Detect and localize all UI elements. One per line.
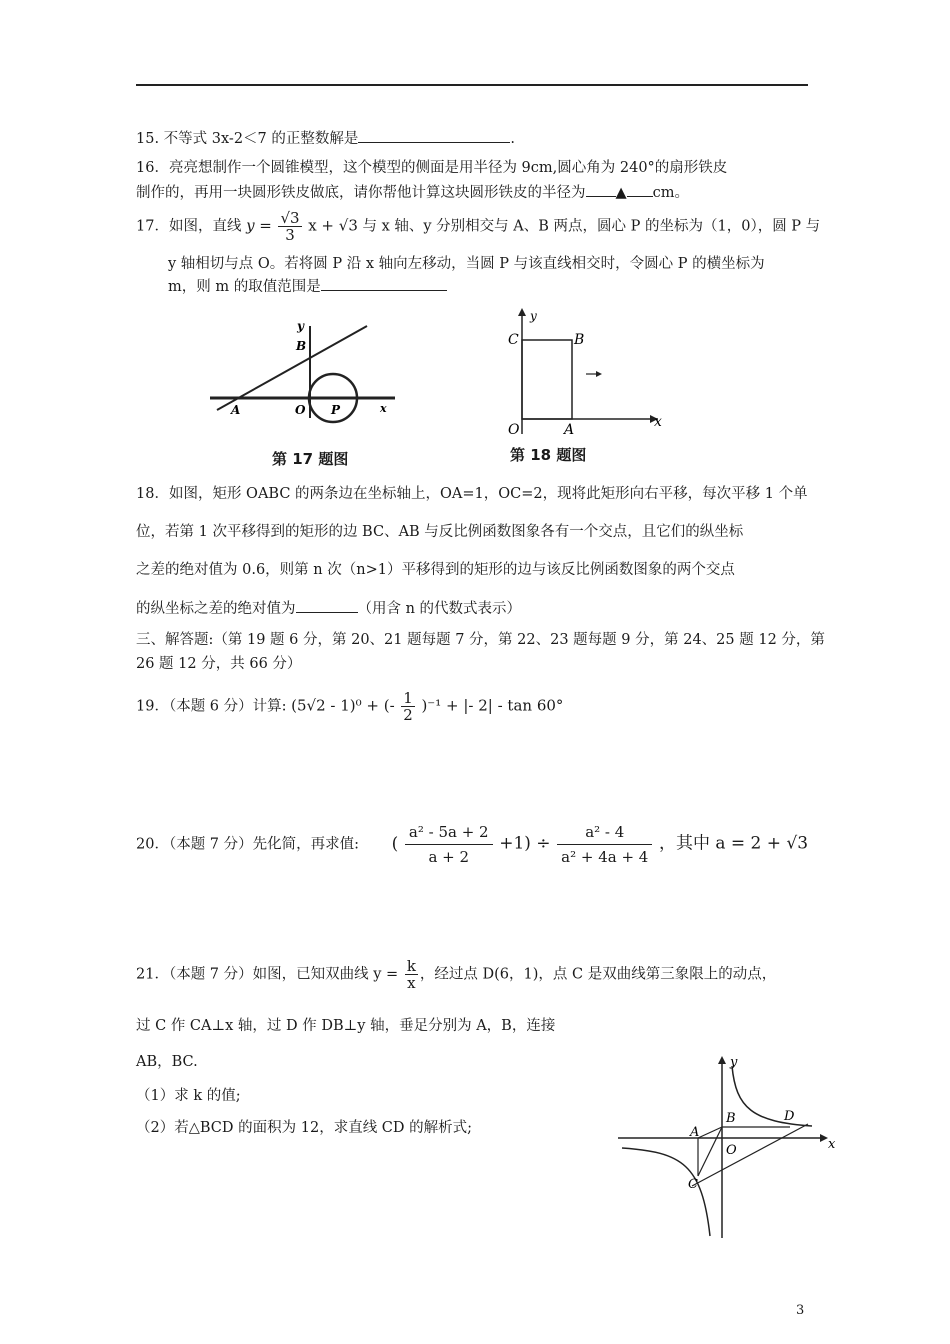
label-c: C (508, 332, 519, 348)
fraction-sqrt3-over-3: $\frac{√3}{3}$ (280, 209, 300, 244)
question-20: 20．（本题 7 分）先化简，再求值: ( $\frac{\text{a² - 5a + 2}}{a + 2}$ +1) ÷ $\frac{\text{a² - 4}}{\text{a² + 4a + 4}}$ ，其中 a = 2 + √3 (136, 820, 808, 869)
section-3-line1: 三、解答题:（第 19 题 6 分，第 20、21 题每题 7 分，第 22、23 题每题 9 分，第 24、25 题 12 分，第 (136, 632, 825, 648)
label-d: D (784, 1109, 795, 1124)
label-a: A (564, 422, 575, 438)
figure-17 (205, 318, 405, 428)
label-y: y (297, 319, 304, 333)
x-arrow-icon (820, 1134, 828, 1142)
header-rule (136, 84, 808, 86)
fraction-one-half: $\frac{1}{2}$ (403, 689, 413, 724)
segment-bc (698, 1127, 722, 1176)
right-arrow-icon (596, 371, 602, 377)
question-18-line1: 18．如图，矩形 OABC 的两条边在坐标轴上，OA=1，OC=2，现将此矩形向右平移，每次平移 1 个单 (136, 486, 808, 502)
question-15: 15. 不等式 3x-2＜7 的正整数解是 . (136, 128, 515, 149)
hyperbola-branch-1 (732, 1066, 812, 1126)
label-y: y (530, 309, 537, 323)
segment-ab (698, 1127, 722, 1138)
hyperbola-branch-2 (622, 1148, 710, 1236)
label-a: A (690, 1125, 700, 1140)
label-o: O (726, 1143, 737, 1158)
label-c: C (688, 1177, 698, 1192)
y-arrow-icon (518, 308, 526, 316)
label-b: B (726, 1111, 736, 1126)
figure-18-caption: 第 18 题图 (510, 446, 587, 464)
label-b: B (296, 339, 307, 353)
answer-blank (321, 276, 447, 291)
rectangle-oabc (522, 340, 572, 419)
figure-21 (612, 1052, 840, 1242)
question-18-line4: 的纵坐标之差的绝对值为 （用含 n 的代数式表示） (136, 598, 521, 619)
question-21-sub1: （1）求 k 的值; (136, 1088, 241, 1104)
fraction-1: $\frac{\text{a² - 5a + 2}}{a + 2}$ (405, 820, 493, 869)
label-p: P (331, 403, 341, 417)
y-arrow-icon (718, 1056, 726, 1064)
label-x: x (828, 1137, 836, 1152)
answer-blank (358, 128, 510, 143)
answer-blank (627, 182, 653, 197)
answer-blank (296, 598, 358, 613)
question-21-sub2: （2）若△BCD 的面积为 12，求直线 CD 的解析式; (136, 1120, 473, 1136)
page-number: 3 (796, 1303, 805, 1318)
fraction-k-over-x: $\frac{k}{x}$ (406, 957, 416, 992)
label-o: O (295, 403, 306, 417)
figure-17-caption: 第 17 题图 (272, 450, 349, 468)
label-a: A (231, 403, 241, 417)
fraction-2: $\frac{\text{a² - 4}}{\text{a² + 4a + 4}}$ (557, 820, 652, 869)
question-19: 19．（本题 6 分）计算: (5√2 - 1)⁰ + (- $\frac{1}{2}$ )⁻¹ + |- 2| - tan 60° (136, 689, 564, 724)
figure-18 (500, 304, 670, 439)
question-18-line2: 位，若第 1 次平移得到的矩形的边 BC、AB 与反比例函数图象各有一个交点，且它们的纵坐标 (136, 524, 744, 540)
label-x: x (654, 414, 662, 430)
question-16-line1: 16．亮亮想制作一个圆锥模型，这个模型的侧面是用半径为 9cm,圆心角为 240°的扇形铁皮 (136, 160, 728, 176)
label-b: B (574, 332, 585, 348)
question-18-line3: 之差的绝对值为 0.6，则第 n 次（n>1）平移得到的矩形的边与该反比例函数图象的两个交点 (136, 562, 735, 578)
label-x: x (380, 402, 387, 415)
question-17-line2: y 轴相切与点 O。若将圆 P 沿 x 轴向左移动，当圆 P 与该直线相交时，令圆心 P 的横坐标为 (168, 256, 765, 272)
question-17-line1: 17．如图，直线 y = $\frac{√3}{3}$ x + √3 与 x 轴、y 分别相交与 A、B 两点，圆心 P 的坐标为（1，0），圆 P 与 (136, 209, 821, 244)
section-3-line2: 26 题 12 分，共 66 分） (136, 656, 302, 672)
question-21-line3: AB，BC. (136, 1054, 198, 1070)
question-17-line3: m，则 m 的取值范围是 (168, 276, 447, 297)
label-o: O (508, 422, 520, 438)
answer-blank (586, 182, 616, 197)
label-y: y (730, 1055, 738, 1070)
question-21-line2: 过 C 作 CA⊥x 轴，过 D 作 DB⊥y 轴，垂足分别为 A，B，连接 (136, 1018, 556, 1034)
triangle-marker: ▲ (615, 185, 627, 201)
question-16-line2: 制作的，再用一块圆形铁皮做底，请你帮他计算这块圆形铁皮的半径为 ▲ cm。 (136, 182, 689, 203)
question-21-line1: 21．（本题 7 分）如图，已知双曲线 y = $\frac{k}{x}$ ，经过点 D(6，1)，点 C 是双曲线第三象限上的动点， (136, 957, 777, 992)
